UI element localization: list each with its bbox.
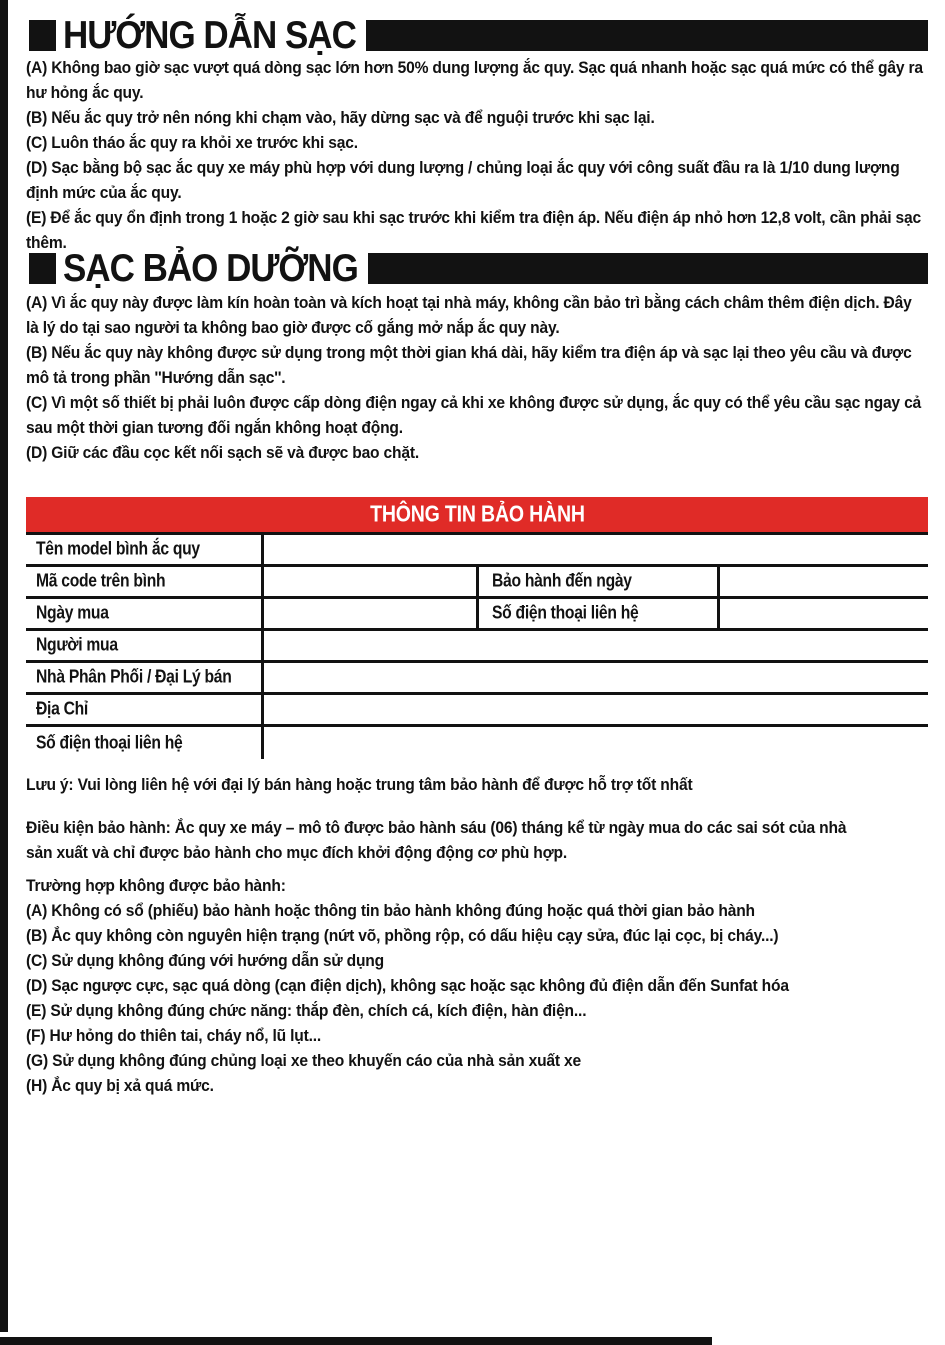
document-content — [26, 0, 928, 1345]
scan-left-edge-strip — [0, 0, 8, 1332]
maintenance-instructions — [26, 290, 928, 465]
row-label: Người mua — [26, 631, 264, 660]
table-row-address — [26, 695, 928, 727]
conditions-text: Điều kiện bảo hành: Ắc quy xe máy – mô tô được bảo hành sáu (06) tháng kể từ ngày mua do các sai sót của nhà sản xuất và chỉ được bảo hành cho mục đích khởi động động cơ phù hợp. — [26, 818, 847, 862]
warranty-conditions — [26, 815, 853, 865]
warranty-table-header — [26, 497, 928, 532]
paragraph: (B) Nếu ắc quy trở nên nóng khi chạm vào, hãy dừng sạc và để nguội trước khi sạc lại. — [26, 108, 655, 127]
exclusion-item: (E) Sử dụng không đúng chức năng: thắp đèn, chích cá, kích điện, hàn điện... — [26, 1001, 587, 1020]
row-value-blank — [264, 727, 928, 759]
exclusion-item: (D) Sạc ngược cực, sạc quá dòng (cạn điện dịch), không sạc hoặc sạc không đủ điện dẫn đến Sunfat hóa — [26, 976, 789, 995]
paragraph: (A) Không bao giờ sạc vượt quá dòng sạc lớn hơn 50% dung lượng ắc quy. Sạc quá nhanh hoặc sạc quá mức có thể gây ra hư hỏng ắc quy. — [26, 58, 923, 102]
row-value-blank — [264, 567, 479, 596]
row-label: Tên model bình ắc quy — [26, 535, 264, 564]
paragraph: (B) Nếu ắc quy này không được sử dụng trong một thời gian khá dài, hãy kiểm tra điện áp và sạc lại theo yêu cầu và được mô tả trong phần ''Hướng dẫn sạc''. — [26, 343, 912, 387]
exclusions-title: Trường hợp không được bảo hành: — [26, 876, 286, 895]
row-value-blank — [264, 695, 928, 724]
header-bar — [368, 253, 928, 284]
section-header-maintenance — [26, 246, 928, 290]
bullet-square-icon — [29, 20, 56, 51]
warranty-table-title: THÔNG TIN BẢO HÀNH — [369, 501, 585, 527]
exclusion-item: (A) Không có sổ (phiếu) bảo hành hoặc thông tin bảo hành không đúng hoặc quá thời gian bảo hành — [26, 901, 755, 920]
row-value-blank — [264, 631, 928, 660]
row-label: Ngày mua — [26, 599, 264, 628]
row-value-blank — [720, 599, 928, 628]
paragraph: (C) Vì một số thiết bị phải luôn được cấp dòng điện ngay cả khi xe không được sử dụng, ắc quy có thể yêu cầu sạc ngay cả sau một thời gian tương đối ngắn không hoạt động. — [26, 393, 922, 437]
table-row-purchase-date — [26, 599, 928, 631]
warranty-table-rows — [26, 532, 928, 759]
row-value-blank — [720, 567, 928, 596]
table-row-model — [26, 535, 928, 567]
warranty-table — [26, 497, 928, 759]
paragraph: (D) Sạc bằng bộ sạc ắc quy xe máy phù hợp với dung lượng / chủng loại ắc quy với công suất đầu ra là 1/10 dung lượng định mức của ắc quy. — [26, 158, 900, 202]
row-value-blank — [264, 535, 928, 564]
section-title-maintenance: SẠC BẢO DƯỠNG — [63, 246, 358, 290]
paragraph: (E) Để ắc quy ổn định trong 1 hoặc 2 giờ sau khi sạc trước khi kiểm tra điện áp. Nếu điện áp nhỏ hơn 12,8 volt, cần phải sạc thêm. — [26, 208, 921, 252]
table-row-buyer — [26, 631, 928, 663]
table-row-phone — [26, 727, 928, 759]
row-label: Số điện thoại liên hệ — [26, 727, 264, 759]
row-label: Mã code trên bình — [26, 567, 264, 596]
row-value-blank — [264, 663, 928, 692]
paragraph: (A) Vì ắc quy này được làm kín hoàn toàn và kích hoạt tại nhà máy, không cần bảo trì bằng cách châm thêm điện dịch. Đây là lý do tại sao người ta không bao giờ được cố gắng mở nắp ắc quy này. — [26, 293, 912, 337]
warranty-exclusions — [26, 873, 853, 1098]
paragraph: (C) Luôn tháo ắc quy ra khỏi xe trước khi sạc. — [26, 133, 358, 152]
table-row-distributor — [26, 663, 928, 695]
note-text: Lưu ý: Vui lòng liên hệ với đại lý bán hàng hoặc trung tâm bảo hành để được hỗ trợ tốt nhất — [26, 775, 693, 794]
exclusion-item: (G) Sử dụng không đúng chủng loại xe theo khuyến cáo của nhà sản xuất xe — [26, 1051, 582, 1070]
section-title-charging: HƯỚNG DẪN SẠC — [63, 13, 356, 57]
exclusion-item: (F) Hư hỏng do thiên tai, cháy nổ, lũ lụt... — [26, 1026, 322, 1045]
table-row-code — [26, 567, 928, 599]
support-note — [26, 772, 853, 797]
exclusion-item: (C) Sử dụng không đúng với hướng dẫn sử dụng — [26, 951, 384, 970]
row-label: Nhà Phân Phối / Đại Lý bán — [26, 663, 264, 692]
charging-instructions — [26, 55, 928, 255]
header-bar — [366, 20, 928, 51]
row-value-blank — [264, 599, 479, 628]
row-label-2: Bảo hành đến ngày — [479, 567, 720, 596]
section-header-charging — [26, 13, 928, 57]
paragraph: (D) Giữ các đầu cọc kết nối sạch sẽ và được bao chặt. — [26, 443, 420, 462]
row-label: Địa Chỉ — [26, 695, 264, 724]
row-label-2: Số điện thoại liên hệ — [479, 599, 720, 628]
exclusion-item: (B) Ắc quy không còn nguyên hiện trạng (nứt võ, phồng rộp, có dấu hiệu cạy sửa, đúc lại cọc, bị cháy...) — [26, 926, 779, 945]
exclusion-item: (H) Ắc quy bị xả quá mức. — [26, 1076, 214, 1095]
bullet-square-icon — [29, 253, 56, 284]
